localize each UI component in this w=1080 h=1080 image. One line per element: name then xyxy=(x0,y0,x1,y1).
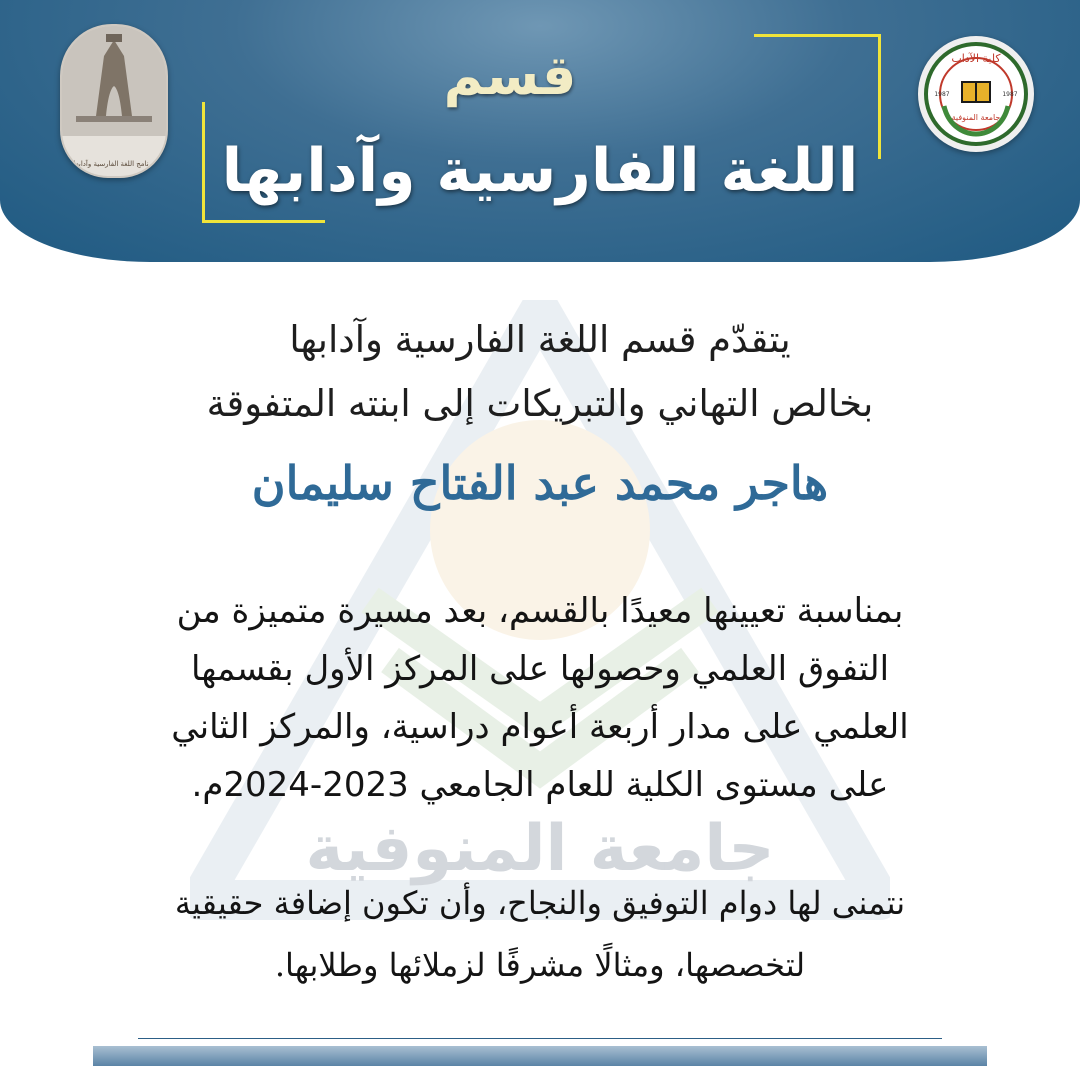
seal-bottom-text: جامعة المنوفية xyxy=(951,113,1001,122)
footer-divider xyxy=(138,1038,942,1039)
wishes-line-1: نتمنى لها دوام التوفيق والنجاح، وأن تكون إضافة حقيقية xyxy=(174,884,906,922)
occasion-line-3: العلمي على مدار أربعة أعوام دراسية، والمركز الثاني xyxy=(171,707,909,747)
seal-top-text: كلية الآداب xyxy=(951,52,1001,65)
intro-line-1: يتقدّم قسم اللغة الفارسية وآدابها xyxy=(289,318,791,361)
seal-year-left: 1987 xyxy=(934,91,950,98)
faculty-seal-icon xyxy=(918,36,1034,152)
persian-program-caption: برنامج اللغة الفارسية وآدابها xyxy=(73,160,155,168)
header-banner xyxy=(0,0,1080,262)
wishes-paragraph xyxy=(100,872,980,996)
occasion-line-4: على مستوى الكلية للعام الجامعي 2023-2024م. xyxy=(191,765,889,805)
occasion-line-2: التفوق العلمي وحصولها على المركز الأول بقسمها xyxy=(190,649,890,689)
seal-year-right: 1987 xyxy=(1002,91,1018,98)
department-label: قسم xyxy=(443,44,577,107)
faculty-of-arts-logo xyxy=(918,36,1034,152)
footer-bar xyxy=(93,1046,987,1066)
occasion-paragraph xyxy=(90,582,990,814)
watermark-text: جامعة المنوفية xyxy=(305,812,775,886)
department-title: اللغة الفارسية وآدابها xyxy=(221,136,859,206)
intro-line-2: بخالص التهاني والتبريكات إلى ابنته المتفوقة xyxy=(206,382,874,425)
azadi-tower-icon xyxy=(62,26,166,136)
occasion-line-1: بمناسبة تعيينها معيدًا بالقسم، بعد مسيرة متميزة من xyxy=(176,591,904,631)
persian-program-logo xyxy=(60,24,168,178)
wishes-line-2: لتخصصها، ومثالًا مشرفًا لزملائها وطلابها. xyxy=(274,946,806,984)
congratulation-intro xyxy=(60,308,1020,436)
honoree-name: هاجر محمد عبد الفتاح سليمان xyxy=(251,456,829,510)
